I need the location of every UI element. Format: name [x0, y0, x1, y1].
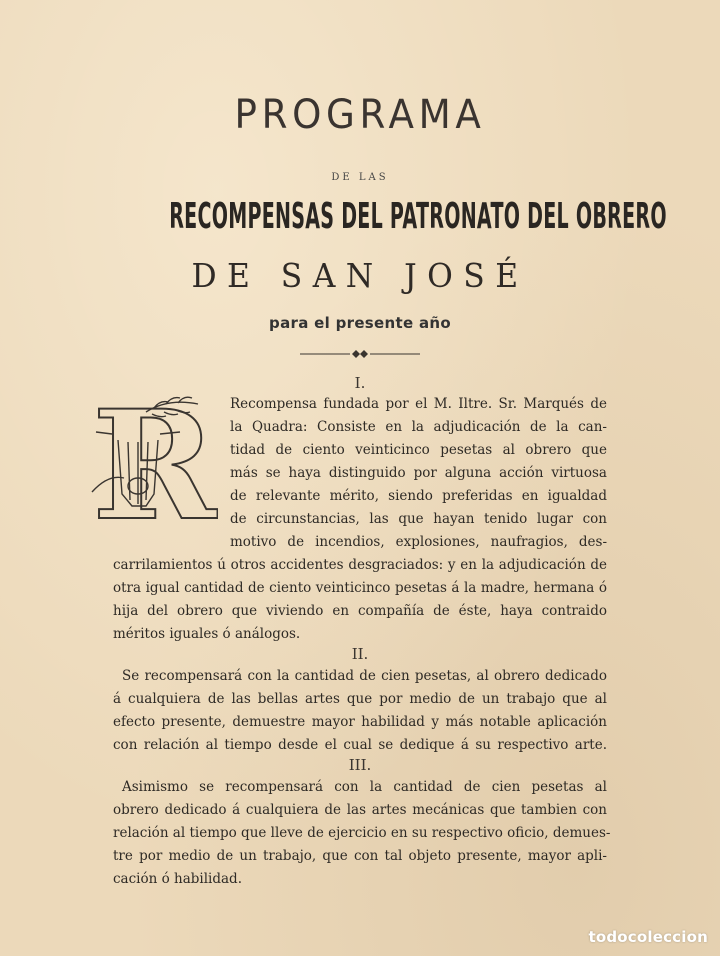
document-title: PROGRAMA [234, 92, 486, 138]
section-1-numeral: I. [354, 374, 366, 392]
section-1-line-11: méritos iguales ó análogos. [113, 626, 301, 642]
section-2-line-1: Se recompensará con la cantidad de cien pesetas, al obrero dedicado [122, 668, 607, 684]
section-1-line-2: la Quadra: Consiste en la adjudicación de la can- [230, 419, 607, 435]
document-subhead: DE SAN JOSÉ [191, 256, 529, 295]
section-1-line-6: de circunstancias, las que hayan tenido lugar con [230, 511, 607, 527]
document-de-las: DE LAS [331, 172, 389, 183]
section-1-line-1: Recompensa fundada por el M. Iltre. Sr. Marqués de [230, 396, 607, 412]
section-2-line-2: á cualquiera de las bellas artes que por medio de un trabajo que al [113, 691, 607, 707]
section-3-line-4: tre por medio de un trabajo, que con tal objeto presente, mayor apli- [113, 848, 607, 864]
drop-cap-letter: R [92, 382, 217, 528]
section-1-line-8: carrilamientos ú otros accidentes desgraciados: y en la adjudicación de [113, 557, 607, 573]
section-3-line-1: Asimismo se recompensará con la cantidad de cien pesetas al [122, 779, 607, 795]
section-3-line-3: relación al tiempo que lleve de ejercicio en su respectivo oficio, demues- [113, 825, 611, 841]
document-year-line: para el presente año [269, 314, 451, 332]
section-3-line-5: cación ó habilidad. [113, 871, 242, 887]
section-2-line-3: efecto presente, demuestre mayor habilidad y más notable aplicación [113, 714, 607, 730]
section-1-line-5: de relevante mérito, siendo preferidas en igualdad [230, 488, 607, 504]
section-3-line-2: obrero dedicado á cualquiera de las artes mecánicas que tambien con [113, 802, 607, 818]
section-1-line-3: tidad de ciento veinticinco pesetas al obrero que [230, 442, 607, 458]
document-headline: RECOMPENSAS DEL PATRONATO DEL OBRERO [169, 196, 667, 237]
section-2-numeral: II. [351, 645, 369, 663]
section-2-line-4: con relación al tiempo desde el cual se dedique á su respectivo arte. [113, 737, 607, 753]
watermark-text: todocoleccion [588, 928, 708, 946]
section-1-line-7: motivo de incendios, explosiones, naufragios, des- [230, 534, 607, 550]
section-1-line-4: más se haya distinguido por alguna acción virtuosa [230, 465, 607, 481]
section-1-line-10: hija del obrero que viviendo en compañía de éste, haya contraido [113, 603, 607, 619]
divider-ornament [300, 348, 420, 360]
section-3-numeral: III. [348, 756, 372, 774]
drop-cap-r-illustration [88, 382, 218, 528]
section-1-line-9: otra igual cantidad de ciento veinticinco pesetas á la madre, hermana ó [113, 580, 607, 596]
